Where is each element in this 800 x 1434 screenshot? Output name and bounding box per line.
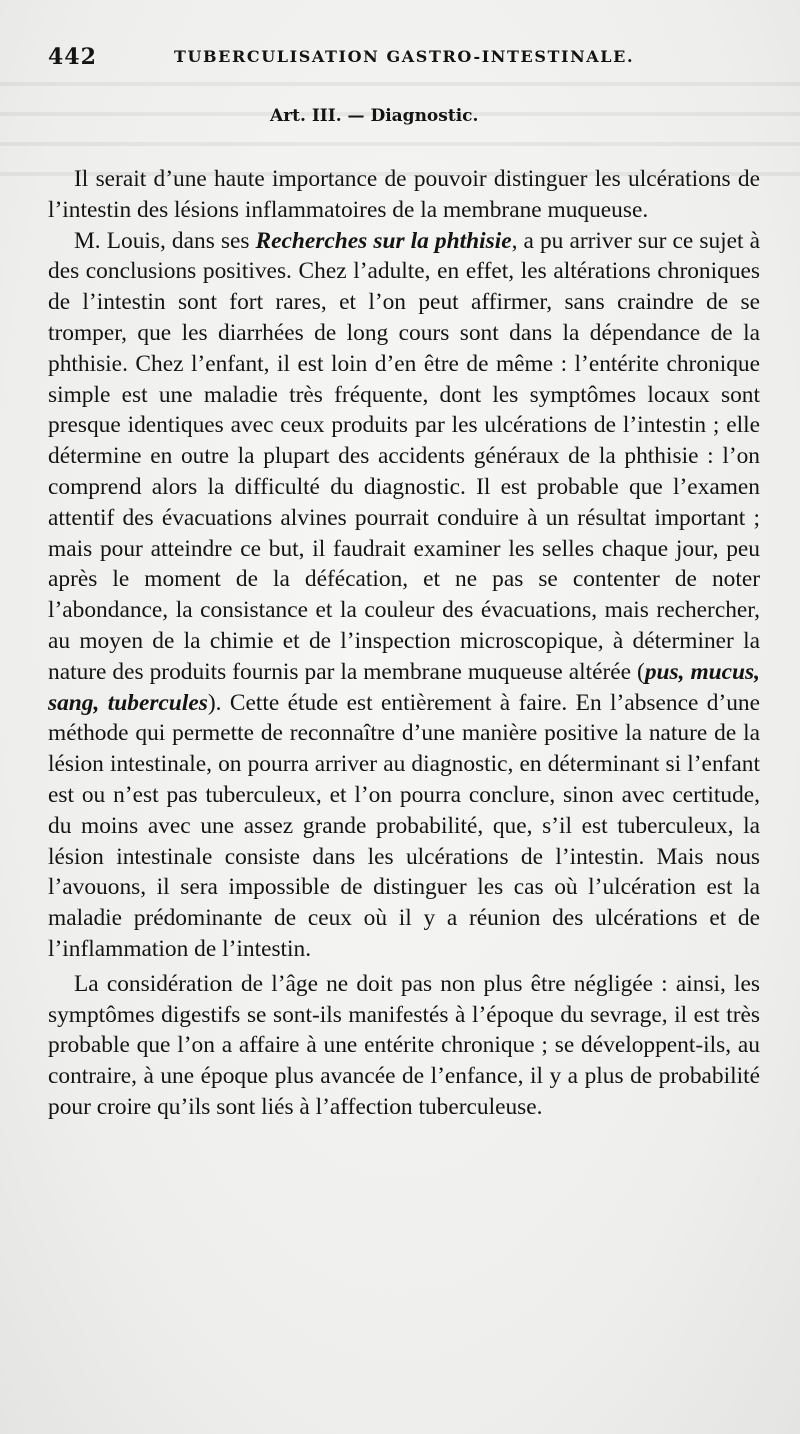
paragraph-2-text-a: M. Louis, dans ses: [74, 227, 256, 254]
book-title-italic: Recherches sur la phthisie: [255, 227, 512, 254]
products-list-italic: pus, mucus, sang, tubercules: [48, 658, 761, 716]
section-heading: [270, 106, 478, 126]
paragraph-3: La considération de l’âge ne doit pas non plus être négligée : ainsi, les symptômes digestifs se sont-ils manifestés à l’époque du sevrage, il est très probable que l’on a affaire à une entérite chronique ; se développent-ils, au contraire, à une époque plus avancée de l’enfance, il y a plus de probabilité pour croire qu’ils sont liés à l’affection tuberculeuse.: [48, 970, 760, 1120]
paragraph-2: [48, 226, 760, 965]
body-text: [48, 164, 760, 1123]
running-head: [48, 44, 748, 76]
paragraph-1: Il serait d’une haute importance de pouvoir distinguer les ulcérations de l’intestin des lésions inflammatoires de la membrane muqueuse.: [48, 166, 760, 223]
paragraph-2-text-c: ). Cette étude est entièrement à faire. En l’absence d’une méthode qui permette de reconnaître d’une manière positive la nature de la lésion intestinale, on pourra arriver au diagnostic, en déterminant si l’enfant est ou n’est pas tuberculeux, et l’on pourra conclure, sinon avec certitude, du moins avec une assez grande probabilité, que, s’il est tuberculeux, la lésion intestinale consiste dans les ulcérations de l’intestin. Mais nous l’avouons, il sera impossible de distinguer les cas où l’ulcération est la maladie prédominante de ceux où il y a réunion des ulcérations et de l’inflammation de l’intestin.: [48, 689, 760, 962]
article-number: Art. III.: [270, 106, 342, 126]
paragraph-2-text-b: , a pu arriver sur ce sujet à des conclusions positives. Chez l’adulte, en effet, les altérations chroniques de l’intestin sont fort rares, et l’on peut affirmer, sans craindre de se tromper, que les diarrhées de long cours sont dans la dépendance de la phthisie. Chez l’enfant, il est loin d’en être de même : l’entérite chronique simple est une maladie très fréquente, dont les symptômes locaux sont presque identiques avec ceux produits par les ulcérations de l’intestin ; elle détermine en outre la plupart des accidents généraux de la phthisie : l’on comprend alors la difficulté du diagnostic. Il est probable que l’examen attentif des évacuations alvines pourrait conduire à un résultat important ; mais pour atteindre ce but, il faudrait examiner les selles chaque jour, peu après le moment de la défécation, et ne pas se contenter de noter l’abondance, la consistance et la couleur des évacuations, mais rechercher, au moyen de la chimie et de l’inspection microscopique, à déterminer la nature des produits fournis par la membrane muqueuse altérée (: [48, 227, 760, 685]
heading-dash: —: [347, 106, 365, 126]
running-title: TUBERCULISATION GASTRO-INTESTINALE.: [174, 47, 635, 66]
section-title: Diagnostic.: [370, 106, 479, 126]
page-number: 442: [48, 44, 97, 70]
